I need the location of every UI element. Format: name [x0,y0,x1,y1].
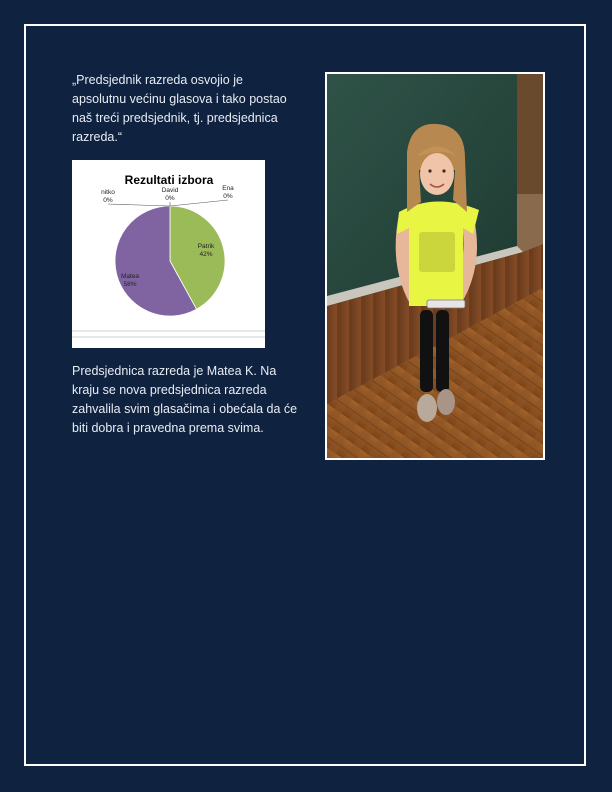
left-leg [420,310,433,392]
right-shoe [437,389,455,415]
slice-percent-ena: 0% [223,193,233,200]
face [420,153,454,195]
slice-percent-matea: 58% [123,281,137,288]
slice-name-david: David [161,187,179,194]
slice-name-patrik: Patrik [197,243,215,250]
photo-illustration [327,74,543,458]
leader-line-ena [170,200,228,206]
slice-name-nitko: nitko [101,189,115,196]
phone [427,300,465,308]
pie-chart-svg [72,160,265,348]
slice-label-david [162,187,179,202]
class-president-photo [325,72,545,460]
shirt-print [419,232,455,272]
election-results-chart [72,160,265,348]
slice-name-ena: Ena [222,185,234,192]
slice-label-patrik [198,243,215,258]
slice-percent-patrik: 42% [199,251,213,258]
slice-percent-david: 0% [165,195,175,202]
chart-title: Rezultati izbora [124,173,214,187]
right-leg [436,310,449,392]
left-eye [428,169,431,172]
left-shoe [417,394,437,422]
right-eye [442,169,445,172]
slice-name-matea: Matea [120,273,140,280]
leader-line-nitko [108,204,170,206]
door-frame [517,74,543,194]
summary-paragraph: Predsjednica razreda je Matea K. Na kraju se nova predsjednica razreda zahvalila svim glasačima i obećala da će biti dobra i pravedna prema svima. [72,364,298,435]
slice-percent-nitko: 0% [103,197,113,204]
slice-label-ena [222,185,234,200]
quote-paragraph: „Predsjednik razreda osvojio je apsolutnu većinu glasova i tako postao naš treći predsjednik, tj. predsjednica razreda.“ [72,73,287,144]
slice-label-nitko [101,189,115,204]
